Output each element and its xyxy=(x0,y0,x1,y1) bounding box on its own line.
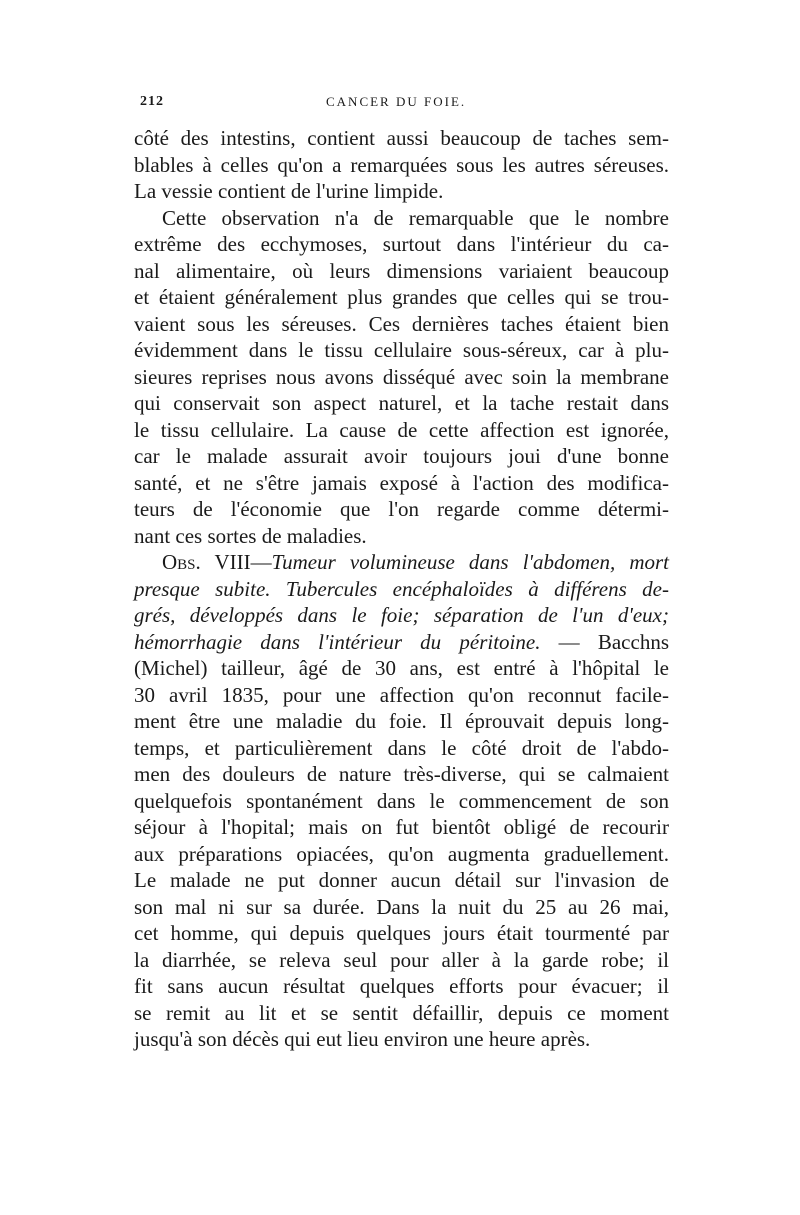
page-number: 212 xyxy=(140,94,164,109)
text-line: ment être une maladie du foie. Il éprouvait depuis long- xyxy=(134,709,669,733)
text-line: teurs de l'économie que l'on regarde comme détermi- xyxy=(134,497,669,521)
text-line: son mal ni sur sa durée. Dans la nuit du 25 au 26 mai, xyxy=(134,894,669,919)
text-line: le tissu cellulaire. La cause de cette affection est ignorée, xyxy=(134,417,669,442)
observation-title-end: hémorrhagie dans l'intérieur du péritoine. xyxy=(134,629,541,654)
observation-title: Tumeur volumineuse dans l'abdomen, mort xyxy=(271,550,670,574)
text-line: côté des intestins, contient aussi beaucoup de taches sem- xyxy=(134,126,669,150)
observation-heading xyxy=(134,549,669,576)
patient-name-start: — Bacchns xyxy=(540,629,669,654)
text-line: fit sans aucun résultat quelques efforts pour évacuer; il xyxy=(134,974,669,998)
observation-title-line: grés, développés dans le foie; séparation de l'un d'eux; xyxy=(134,603,669,627)
body-text xyxy=(134,125,669,1053)
text-line: temps, et particulièrement dans le côté droit de l'abdo- xyxy=(134,735,669,760)
observation-title-line-end xyxy=(134,629,669,656)
text-line: (Michel) tailleur, âgé de 30 ans, est entré à l'hôpital le xyxy=(134,656,669,680)
text-line: car le malade assurait avoir toujours joui d'une bonne xyxy=(134,444,669,468)
text-line: aux préparations opiacées, qu'on augmenta graduellement. xyxy=(134,841,669,866)
text-line: men des douleurs de nature très-diverse, qui se calmaient xyxy=(134,762,669,786)
observation-dash: — xyxy=(250,550,272,574)
text-line: séjour à l'hopital; mais on fut bientôt obligé de recourir xyxy=(134,815,669,839)
text-line: sieures reprises nous avons disséqué avec soin la membrane xyxy=(134,364,669,389)
text-line: Le malade ne put donner aucun détail sur l'invasion de xyxy=(134,868,669,892)
text-line: et étaient généralement plus grandes que celles qui se trou- xyxy=(134,285,669,309)
text-line: évidemment dans le tissu cellulaire sous-séreux, car à plu- xyxy=(134,338,669,362)
text-line: La vessie contient de l'urine limpide. xyxy=(134,179,444,203)
text-line: Cette observation n'a de remarquable que le nombre xyxy=(162,205,669,230)
text-line: nal alimentaire, où leurs dimensions variaient beaucoup xyxy=(134,258,669,283)
text-line: 30 avril 1835, pour une affection qu'on reconnut facile- xyxy=(134,682,669,707)
text-line: santé, et ne s'être jamais exposé à l'action des modifica- xyxy=(134,470,669,495)
text-line: jusqu'à son décès qui eut lieu environ une heure après. xyxy=(134,1027,591,1051)
observation-title-line: presque subite. Tubercules encéphaloïdes à différens de- xyxy=(134,576,669,601)
text-line: la diarrhée, se releva seul pour aller à la garde robe; il xyxy=(134,947,669,972)
text-line: se remit au lit et se sentit défaillir, depuis ce moment xyxy=(134,1000,669,1025)
page-header xyxy=(140,94,670,116)
text-line: qui conservait son aspect naturel, et la tache restait dans xyxy=(134,391,669,415)
text-line: cet homme, qui depuis quelques jours était tourmenté par xyxy=(134,921,669,945)
text-line: quelquefois spontanément dans le commencement de son xyxy=(134,788,669,813)
text-line: extrême des ecchymoses, surtout dans l'intérieur du ca- xyxy=(134,232,669,256)
text-line: nant ces sortes de maladies. xyxy=(134,523,367,548)
text-line: vaient sous les séreuses. Ces dernières taches étaient bien xyxy=(134,311,669,336)
text-line: blables à celles qu'on a remarquées sous les autres séreuses. xyxy=(134,152,669,177)
observation-label: Obs. VIII xyxy=(162,550,251,574)
running-head: CANCER DU FOIE. xyxy=(326,94,467,109)
